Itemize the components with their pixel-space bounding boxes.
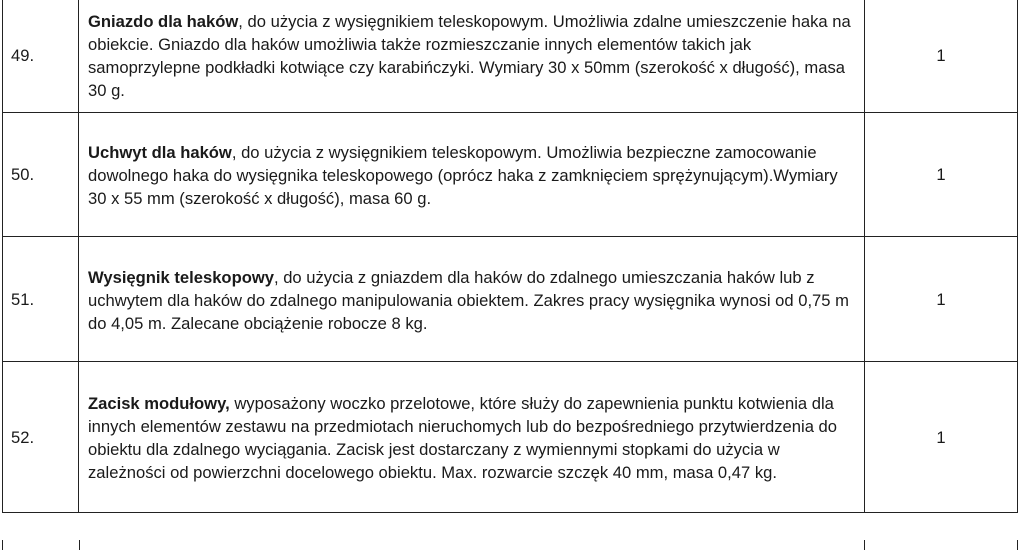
row-quantity: 1 bbox=[865, 237, 1018, 362]
item-name: Wysięgnik teleskopowy bbox=[88, 267, 274, 287]
next-row-border bbox=[864, 540, 865, 550]
item-name: Gniazdo dla haków bbox=[88, 12, 239, 31]
table-row bbox=[3, 0, 1018, 113]
row-description bbox=[79, 113, 865, 237]
table-row bbox=[3, 237, 1018, 362]
row-quantity: 1 bbox=[865, 362, 1018, 513]
spec-table bbox=[2, 0, 1018, 513]
row-quantity: 1 bbox=[865, 113, 1018, 237]
next-row-border bbox=[2, 540, 3, 550]
row-number: 52. bbox=[3, 362, 79, 513]
item-details: , do użycia z gniazdem dla haków do zdalnego umieszczania haków lub z uchwytem dla haków do zdalnego manipulowania obiektem. Zakres pracy wysięgnika wynosi od 0,75 m do 4,05 m. Zalecane obciążenie robocze 8 kg. bbox=[88, 267, 849, 333]
row-quantity: 1 bbox=[865, 0, 1018, 113]
row-description bbox=[79, 0, 865, 113]
item-details: , do użycia z wysięgnikiem teleskopowym. Umożliwia zdalne umieszczenie haka na obiekcie. Gniazdo dla haków umożliwia także rozmieszczanie innych elementów takich jak samoprzylepne podkładki kotwiące czy karabińczyki. Wymiary 30 x 50mm (szerokość x długość), masa 30 g. bbox=[88, 12, 851, 100]
item-name: Uchwyt dla haków bbox=[88, 143, 232, 162]
row-description bbox=[79, 237, 865, 362]
next-row-border bbox=[1017, 540, 1018, 550]
item-details: , do użycia z wysięgnikiem teleskopowym. Umożliwia bezpieczne zamocowanie dowolnego haka do wysięgnika teleskopowego (oprócz haka z zamknięciem sprężynującym).Wymiary 30 x 55 mm (szerokość x długość), masa 60 g. bbox=[88, 143, 838, 208]
next-row-border bbox=[79, 540, 80, 550]
row-description bbox=[79, 362, 865, 513]
item-details: wyposażony woczko przelotowe, które służy do zapewnienia punktu kotwienia dla innych elementów zestawu na przedmiotach nieruchomych lub do bezpośredniego przytwierdzenia do obiektu dla zdalnego wyciągania. Zacisk jest dostarczany z wymiennymi stopkami do użycia w zależności od powierzchni docelowego obiektu. Max. rozwarcie szczęk 40 mm, masa 0,47 kg. bbox=[88, 394, 837, 482]
row-number: 50. bbox=[3, 113, 79, 237]
table-row bbox=[3, 113, 1018, 237]
item-name: Zacisk modułowy, bbox=[88, 394, 230, 413]
row-number: 51. bbox=[3, 237, 79, 362]
row-number: 49. bbox=[3, 0, 79, 113]
table-row bbox=[3, 362, 1018, 513]
